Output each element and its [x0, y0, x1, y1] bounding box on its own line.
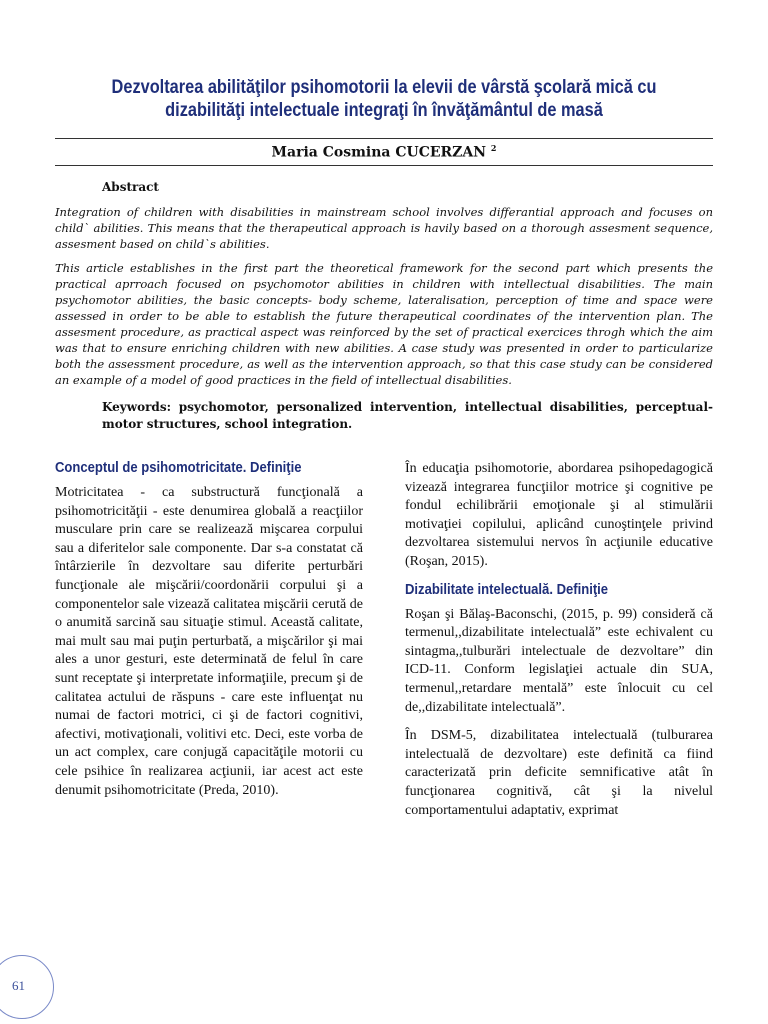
author-footnote-mark: 2	[490, 143, 497, 153]
left-paragraph-1: Motricitatea - ca substructură funcţională a psihomotricităţii - este denumirea globală a reacţiilor musculare prin care se realizează mişcarea corpului sau a diferitelor sale componente. Dar s-a constatat că întârzierile în dezvoltare sau diferite perturbări funcţionale ale mişcării/coordonării corpului şi a componentelor sale vizează calitatea mişcării cerută de o anumită sarcină sau situaţie stimul. Această calitate, mai mult sau mai puţin perturbată, a mişcărilor şi mai ales a unor gesturi, este determinată de felul în care sunt receptate şi interpretate informaţiile, precum şi de calitatea actului de răspuns - care este influenţat nu numai de factori motrici, ci şi de factori cognitivi, afectivi, motivaţionali, volitivi etc. Deci, este vorba de un act complex, care conjugă capacităţile motorii cu cele psihice în realizarea acţiunii, iar acest act este denumit psihomotricitate (Preda, 2010).	[55, 485, 363, 798]
author-name-text: Maria Cosmina CUCERZAN	[271, 144, 487, 161]
abstract-paragraph-2: This article establishes in the first part the theoretical framework for the second part which presents the practical aprroach focused on psychomotor abilities in children with intellectual disabilities. The main psychomotor abilities, the basic concepts- body scheme, lateralisation, perception of time and space were assessed in order to be able to establish the future therapeutical coordinates of the intervention plan. The assesment procedure, as practical aspect was reinforced by the set of practical exercices throgh which the aim was that to ensure enriching children with new abilities. A case study was presented in order to particularize both the assessment procedure, as well as the intervention approach, so that this case study can be considered an example of a model of good practices in the field of intellectual disabilities.	[55, 261, 713, 387]
title-rule-top	[55, 138, 713, 139]
section-heading-intellectual-disability: Dizabilitate intelectuală. Definiţie	[405, 581, 609, 598]
right-column	[405, 460, 713, 830]
right-paragraph-2: Roşan şi Bălaş-Baconschi, (2015, p. 99) consideră că termenul,,dizabilitate intelectuală” este echivalent cu sintagma,,tulburări intelectuale de dezvoltare” din ICD-11. Conform legislaţiei actuale din SUA, termenul,,retardare mentală” este înlocuit cu cel de,,dizabilitate intelectuală”.	[405, 606, 713, 715]
author-name	[55, 143, 713, 161]
keywords: Keywords: psychomotor, personalized intervention, intellectual disabilities, perceptual-motor structures, school integration.	[102, 400, 713, 431]
section-heading-psychomotricity: Conceptul de psihomotricitate. Definiţie	[55, 460, 302, 476]
article-title: Dezvoltarea abilităţilor psihomotorii la elevii de vârstă şcolară mică cu dizabilităţi intelectuale integraţi în învăţământul de masă	[111, 77, 657, 121]
right-paragraph-3: În DSM-5, dizabilitatea intelectuală (tulburarea intelectuală de dezvoltare) este definită ca fiind caracterizată prin deficite semnificative atât în funcţionarea cognitivă, cât şi la nivelul comportamentului adaptativ, exprimat	[405, 728, 713, 818]
abstract-paragraph-1: Integration of children with disabilities in mainstream school involves differantial approach and focuses on child` abilities. This means that the therapeutical approach is havily based on a thorough assesment sequence, assesment based on child`s abilities.	[55, 205, 713, 251]
left-column	[55, 460, 363, 810]
title-rule-bottom	[55, 165, 713, 166]
right-paragraph-1: În educaţia psihomotorie, abordarea psihopedagogică vizează integrarea funcţiilor motrice şi cognitive pe fondul echilibrării emoţionale şi al stimulării motivaţiei copilului, aplicând cunoştinţele privind dezvoltarea sistemului nervos în acţiunile educative (Roşan, 2015).	[405, 461, 713, 569]
page-number: 61	[12, 978, 25, 993]
abstract-label: Abstract	[102, 180, 159, 194]
page-number-circle	[0, 955, 54, 1019]
